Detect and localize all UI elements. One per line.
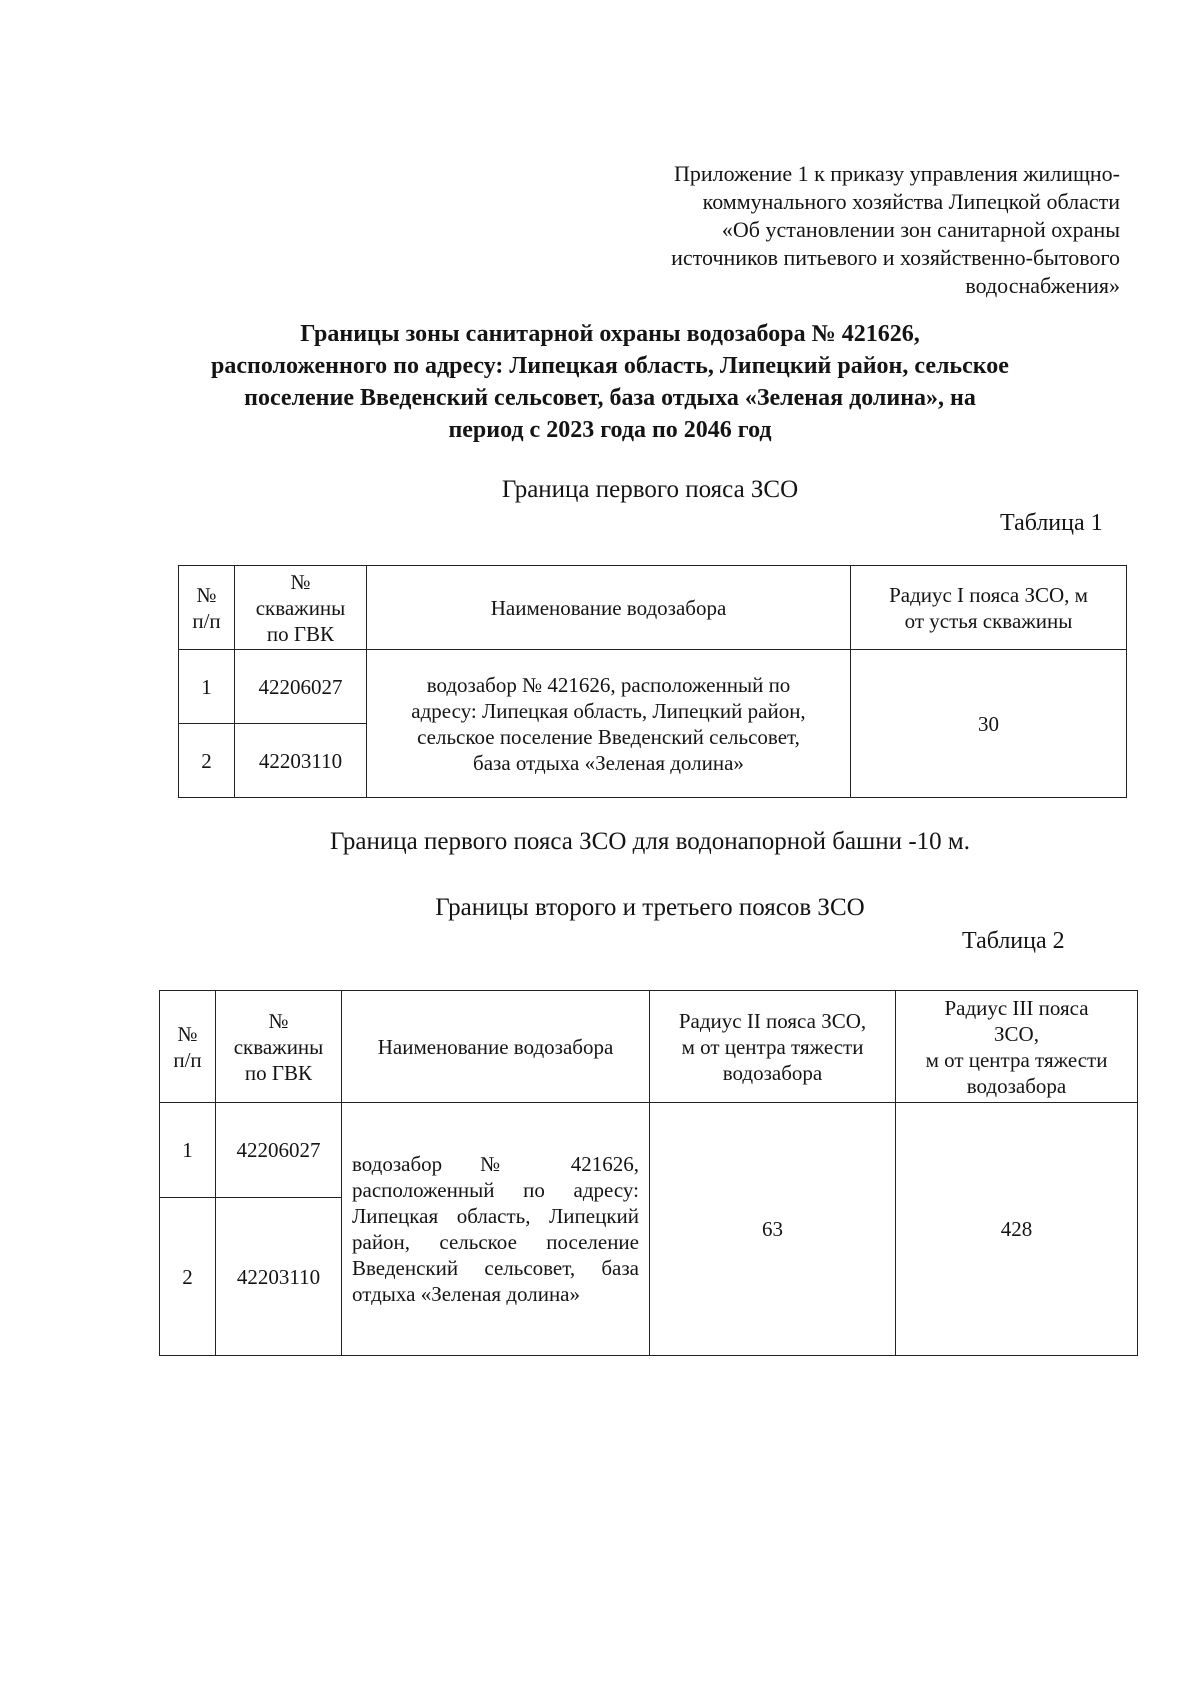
- appendix-line: коммунального хозяйства Липецкой области: [702, 189, 1120, 214]
- table1-label: Таблица 1: [1000, 510, 1103, 536]
- title-line: расположенного по адресу: Липецкая область, Липецкий район, сельское: [211, 353, 1009, 379]
- appendix-line: «Об установлении зон санитарной охраны: [721, 217, 1120, 242]
- table-row: [160, 1103, 1138, 1198]
- cell-well: 42206027: [216, 1103, 342, 1198]
- header-radius-2: Радиус II пояса ЗСО, м от центра тяжести водозабора: [650, 991, 896, 1103]
- header-radius: Радиус I пояса ЗСО, м от устья скважины: [851, 566, 1127, 650]
- appendix-line: Приложение 1 к приказу управления жилищно-: [674, 161, 1120, 186]
- header-well: № скважины по ГВК: [216, 991, 342, 1103]
- cell-num: 1: [179, 650, 235, 724]
- cell-radius: 30: [851, 650, 1127, 798]
- table2-header-row: [160, 991, 1138, 1103]
- header-name: Наименование водозабора: [367, 566, 851, 650]
- title-line: Границы зоны санитарной охраны водозабора № 421626,: [300, 321, 920, 347]
- title-line: поселение Введенский сельсовет, база отдыха «Зеленая долина», на: [244, 385, 976, 411]
- cell-radius-2: 63: [650, 1103, 896, 1356]
- section2-title: Границы второго и третьего поясов ЗСО: [435, 894, 865, 921]
- appendix-line: источников питьевого и хозяйственно-бытового: [671, 245, 1120, 270]
- cell-well: 42206027: [235, 650, 367, 724]
- cell-name: водозабор № 421626, расположенный по адресу: Липецкая область, Липецкий район, сельское поселение Введенский сельсовет, база отдыха «Зеленая долина»: [367, 650, 851, 798]
- header-num: № п/п: [179, 566, 235, 650]
- water-tower-note: Граница первого пояса ЗСО для водонапорной башни -10 м.: [330, 828, 970, 855]
- section1-title: Граница первого пояса ЗСО: [501, 476, 799, 503]
- table2-label: Таблица 2: [962, 928, 1065, 954]
- appendix-note: [560, 160, 1120, 300]
- cell-well: 42203110: [216, 1198, 342, 1356]
- header-radius-3: Радиус III пояса ЗСО, м от центра тяжести водозабора: [896, 991, 1138, 1103]
- cell-radius-3: 428: [896, 1103, 1138, 1356]
- header-num: № п/п: [160, 991, 216, 1103]
- table-row: [179, 650, 1127, 724]
- document-title: [140, 318, 1080, 446]
- cell-name: водозабор № 421626, расположенный по адресу: Липецкая область, Липецкий район, сельское поселение Введенский сельсовет, база отдыха «Зеленая долина»: [342, 1103, 650, 1356]
- appendix-line: водоснабжения»: [965, 273, 1120, 298]
- table-1: [178, 565, 1127, 798]
- header-name: Наименование водозабора: [342, 991, 650, 1103]
- cell-num: 2: [160, 1198, 216, 1356]
- cell-num: 2: [179, 724, 235, 798]
- table-2: [159, 990, 1138, 1356]
- cell-well: 42203110: [235, 724, 367, 798]
- title-line: период с 2023 года по 2046 год: [448, 417, 772, 443]
- table1-header-row: [179, 566, 1127, 650]
- cell-num: 1: [160, 1103, 216, 1198]
- header-well: № скважины по ГВК: [235, 566, 367, 650]
